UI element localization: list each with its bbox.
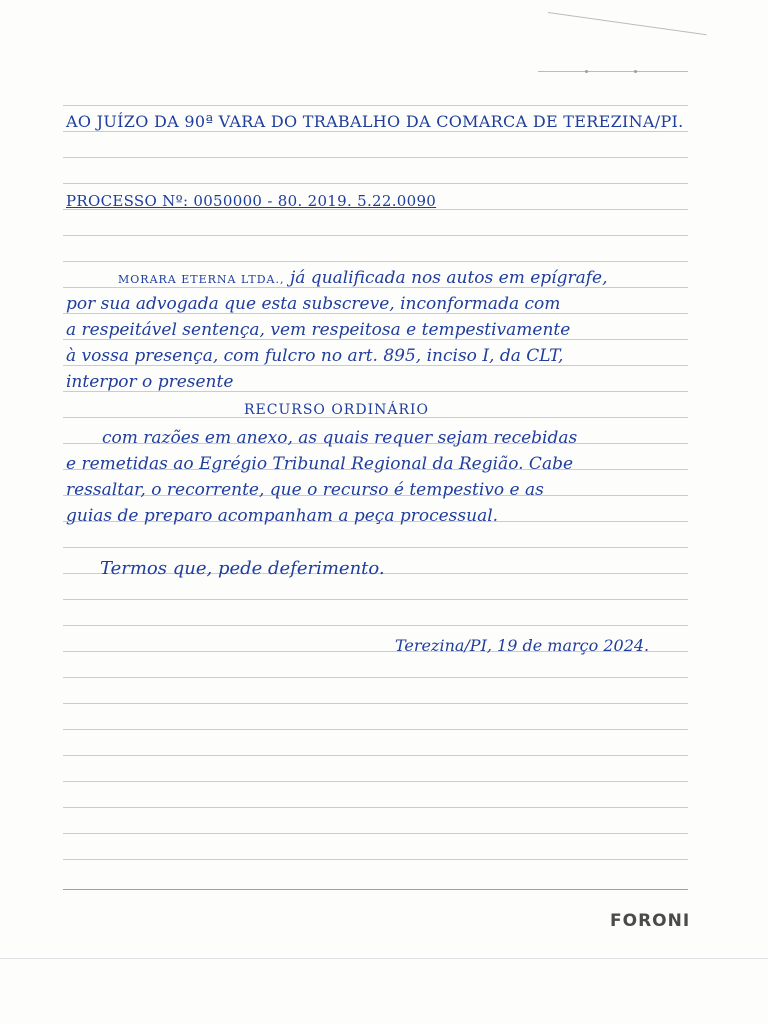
place-and-date: Terezina/PI, 19 de março 2024. [395,636,650,655]
ruled-line [63,547,688,548]
ruled-line [63,807,688,808]
ruled-line [63,261,688,262]
ruled-line [63,235,688,236]
ruled-line [63,105,688,106]
header-rule-dot [585,70,588,73]
reasons-line: com razões em anexo, as quais requer sejam recebidas [102,428,578,448]
reasons-line: ressaltar, o recorrente, que o recurso é tempestivo e as [66,480,544,500]
petition-line: a respeitável sentença, vem respeitosa e tempestivamente [66,320,571,340]
ruled-line [63,183,688,184]
petition-line: à vossa presença, com fulcro no art. 895, inciso I, da CLT, [66,346,564,366]
top-right-corner-mark [548,12,707,35]
ruled-line [63,599,688,600]
header-short-rule [538,71,688,72]
ruled-line [63,729,688,730]
petition-line: já qualificada nos autos em epígrafe, [290,268,608,288]
closing-request: Termos que, pede deferimento. [100,558,385,579]
ruled-line [63,859,688,860]
party-name: MORARA ETERNA LTDA., [118,273,285,286]
reasons-line: guias de preparo acompanham a peça processual. [66,506,499,526]
ruled-line [63,157,688,158]
ruled-line [63,781,688,782]
header-rule-dot [634,70,637,73]
ruled-line [63,755,688,756]
petition-line: por sua advogada que esta subscreve, inconformada com [66,294,561,314]
ruled-line [63,833,688,834]
reasons-line: e remetidas ao Egrégio Tribunal Regional da Região. Cabe [66,454,574,474]
ruled-line [63,677,688,678]
appeal-title: RECURSO ORDINÁRIO [244,402,430,418]
ruled-line [63,625,688,626]
paper-brand-logo: FORONI [610,911,691,931]
ruled-line [0,958,768,959]
ruled-line [63,889,688,890]
ruled-line [63,703,688,704]
petition-line: interpor o presente [66,372,234,392]
ruled-line [63,131,688,132]
court-heading: AO JUÍZO DA 90ª VARA DO TRABALHO DA COMARCA DE TEREZINA/PI. [66,112,684,131]
process-number: PROCESSO Nº: 0050000 - 80. 2019. 5.22.0090 [66,192,437,210]
